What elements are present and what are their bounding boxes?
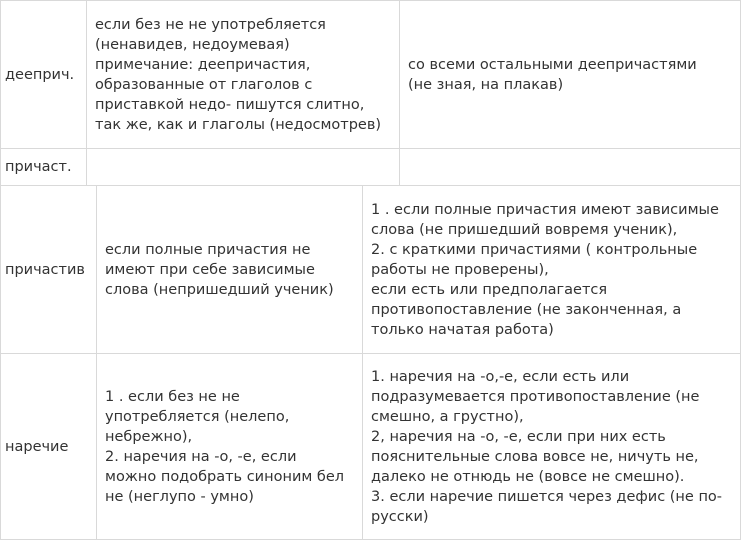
table-row bbox=[1, 354, 741, 540]
row-label: наречие bbox=[1, 354, 97, 540]
rule-cell-razdelno bbox=[400, 149, 741, 186]
row-label: дееприч. bbox=[1, 1, 87, 149]
table-row bbox=[1, 149, 741, 186]
rule-cell-slitno: если полные причастия не имеют при себе зависимые слова (непришедший ученик) bbox=[97, 186, 363, 354]
rule-cell-razdelno: 1 . если полные причастия имеют зависимые слова (не пришедший вовремя ученик), 2. с краткими причастиями ( контрольные работы не проверены), если есть или предполагается противопоставление (не законченная, а только начатая работа) bbox=[363, 186, 741, 354]
rule-cell-razdelno: со всеми остальными деепричастями (не зная, на плакав) bbox=[400, 1, 741, 149]
row-label: причастив bbox=[1, 186, 97, 354]
row-label: причаст. bbox=[1, 149, 87, 186]
table-row bbox=[1, 1, 741, 149]
table-row bbox=[1, 186, 741, 354]
rule-cell-razdelno: 1. наречия на -о,-е, если есть или подразумевается противопоставление (не смешно, а грустно), 2, наречия на -о, -е, если при них есть пояснительные слова вовсе не, ничуть не, далеко не отнюдь не (вовсе не смешно). 3. если наречие пишется через дефис (не по- русски) bbox=[363, 354, 741, 540]
rules-table-top bbox=[0, 0, 741, 186]
rule-cell-slitno: 1 . если без не не употребляется (нелепо, небрежно), 2. наречия на -о, -е, если можно подобрать синоним бел не (неглупо - умно) bbox=[97, 354, 363, 540]
rule-cell-slitno bbox=[87, 149, 400, 186]
rule-cell-slitno: если без не не употребляется (ненавидев, недоумевая) примечание: деепричастия, образованные от глаголов с приставкой недо- пишутся слитно, так же, как и глаголы (недосмотрев) bbox=[87, 1, 400, 149]
rules-table-bottom bbox=[0, 185, 741, 540]
